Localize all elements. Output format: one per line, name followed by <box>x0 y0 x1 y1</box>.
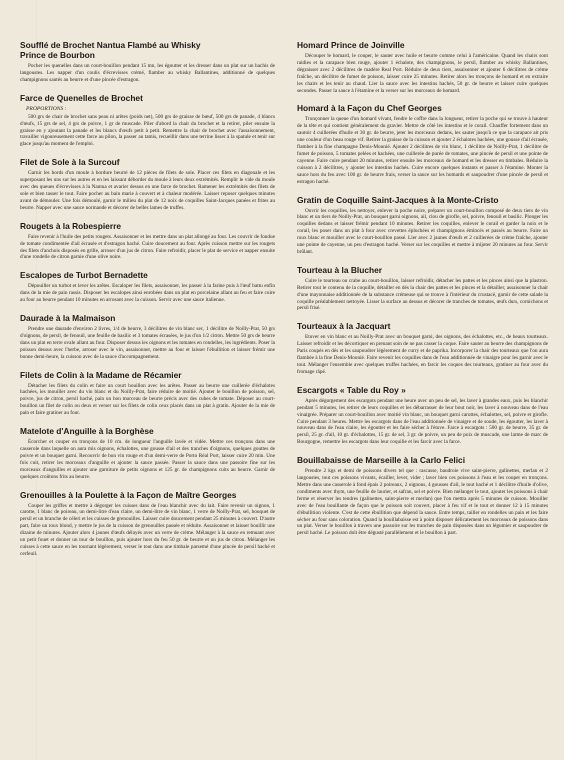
recipe-title: Gratin de Coquille Saint-Jacques à la Monte-Cristo <box>297 194 499 205</box>
recipe-subheading: PROPORTIONS : <box>26 105 67 112</box>
recipe-gratin-coquilles <box>297 195 548 256</box>
recipe-title: Escargots « Table du Roy » <box>297 384 406 395</box>
recipe-homard-chef-georges <box>297 103 548 185</box>
recipe-escalopes-turbot <box>20 270 275 304</box>
recipe-escargots <box>297 385 548 446</box>
recipe-body: Cuire le tourteau ou crabe au court-bouillon, laisser refroidir, détacher les pattes et les pinces ainsi que la plastron. Retirer tout le contenu de la coquille, détailler en dés la chair des pattes et les pinces et la détailler, assaisonner la chair d'une mayonnaise additionnée de la substance crémeuse qui se trouve à l'intérieur du crustacé, garnir de cette salade la coquille préalablement nettoyée. Lisser la surface au dessus et décorer de tranches de tomates, œufs durs, cornichons et persil frisé. <box>297 277 548 312</box>
recipe-title: Grenouilles à la Poulette à la Façon de Maître Georges <box>20 489 237 500</box>
recipe-title: Tourteaux à la Jacquart <box>297 321 391 332</box>
recipe-body: Écorcher et couper en tronçons de 10 cm. de longueur l'anguille lavée et vidée. Mettre ces tronçons dans une casserole dans laquelle on aura mis oignons, échalottes, une gousse d'ail et des tranches d'oignons, quelques gouttes de poivre et un bouquet garni. Recouvrir de bon vin rouge et d'un demi-verre de Porto Réal Port, laisser cuire 20 min. Une fois cuit, retirer les morceaux d'anguille et ajouter la sauce passée. Passer la sauce dans une passoire fine sur les morceaux d'anguilles et ajouter une garniture de petits oignons et 125 gr. de champignons cuits au beurre. Garnir de quelques croûtons frits au beurre. <box>20 439 275 480</box>
recipe-body: Dépouiller un turbot et lever les arêtes. Escaloper les filets, assaisonner, les passer à la farine puis à l'œuf battu enfin dans de la mie de pain rassis. Disposer les escalopes ainsi enrobées dans un plat en porcelaine allant au feu et faire cuire au four au beurre pendant 10 minutes en arrosant avec la cuisson. Servir avec une sauce italienne. <box>20 283 275 304</box>
recipe-body: Après dégorgement des escargots pendant une heure avec un peu de sel, les laver à grandes eaux, puis les blanchir pendant 5 minutes, les retirer de leurs coquilles et les débarrasser de leur bout noir, les laver à nouveau dans de l'eau vinaigrée. Préparer un court-bouillon avec moitié vin blanc, un bouquet garni carottes, échalottes, sel, poivre et girofle. Cuire pendant 3 heures. Mettre les escargots dans de l'eau additionnée de vinaigre et de soude, les égoutter, les laver à nouveau dans de l'eau claire, les égoutter et les faire sécher à l'étuve. Farce à escargots : 500 gr. de beurre, 35 gr. de persil, 25 gr. d'ail, 10 gr. d'échalottes, 15 gr. de sel, 3 gr. de poivre, un peu de poix de muscade, une larme de marc de Bourgogne, remettre les escargots dans leur coquille et les farcir avec la farce. <box>297 397 548 446</box>
recipe-title: Bouillabaisse de Marseille à la Carlo Felici <box>297 455 466 466</box>
recipe-grenouilles <box>20 490 275 558</box>
recipe-title: Homard Prince de Joinville <box>297 40 405 50</box>
recipe-farce-quenelles <box>20 93 275 149</box>
recipe-title: Tourteau à la Blucher <box>297 264 383 275</box>
recipe-filets-colin <box>20 370 275 418</box>
recipe-title: Filet de Sole à la Surcouf <box>20 157 120 168</box>
recipe-tourteaux-jacquart <box>297 321 548 375</box>
recipe-title: Matelote d'Anguille à la Borghèse <box>20 426 154 437</box>
recipe-body: Couper les griffes et mettre à dégorger les cuisses dans de l'eau blanchir avec du lait. Faire revenir un oignon, 1 carotte, 1 blanc de poireau, un demi-litre d'eau claire, un demi-litre de vin blanc, 1 verre de Noilly-Prat, sel, bouquet de persil et un branche de céleri et les cuisses de grenouilles. Laisser cuire doucement pendant 25 minutes à couvert. D'autre part, faire un roux blond, y mettre le jus de la cuisson de grenouilles passée et réduite. Assaisonner et laisser bouillir une dizaine de minutes. Ajouter alors 4 jaunes d'œufs délayés avec un verre de crème. Mélanger à la sauce en remuant avec un petit fouet et donner un tour de bouillon, puis ajouter hors du feu 50 gr. de beurre et un jus de citron. Mélanger les cuisses à cette sauce en les tournant légèrement, verser le tout dans une timbale parsemé d'une pincée de persil haché et cerfeuil. <box>20 502 275 557</box>
recipe-bouillabaisse <box>297 455 548 537</box>
recipe-body: Découper le homard, le couper, le sauter avec huile et beurre comme celui à l'américaine. Quand les chairs sont raidies et la carapace bien rouge, ajouter 1 échalote, des champignons, le persil, flamber au whisky Ballantines, dégraisser avec 2 décilitres de madère Real Port. Réduire de deux tiers, assaisonner et ajouter 6 décilitres de crème fraîche, un décilitre de fumet de poisson, laisser cuire 25 minutes. Retirer alors les tronçons de homard et en extraire les chairs et les tenir au chaud. Lier la sauce avec les intestins hachés, 50 gr. de beurre et laisser cuire quelques secondes. Passer la sauce à l'étamine et la verser sur les morceaux de homard. <box>297 53 548 94</box>
recipe-title: Rougets à la Robespierre <box>20 220 121 231</box>
recipe-title-line2: Prince de Bourbon <box>20 50 95 60</box>
recipe-tourteau-blucher <box>297 265 548 313</box>
recipe-body: Faire revenir à l'huile des petits rougets. Assaisonner et les mettre dans un plat allongé au four. Les couvrir de fondue de tomate condimentée d'ail écrasée et d'estragon haché. Cuire doucement au four. Après cuisson mettre sur les rougets des filets d'anchois disposés en grille, arroser d'un jus de citron. Faire refroidir, placer le plat de service et napper ensuite d'une rondelle de citron garnie d'une olive noire. <box>20 233 275 261</box>
recipe-body: 500 grs de chair de brochet sans peau ni arêtes (poids net), 500 grs de graisse de bœuf, 500 grs de panade, 4 blancs d'œufs, 15 grs de sel, 4 grs de poivre, 1 gr de muscade. Piler d'abord la chair du brochet et la retirer, piler ensuite la graisse en y ajoutant la panade et les blancs d'œufs petit à petit. Remettre la chair de brochet avec l'assaisonnement, travailler vigoureusement cette farce au pilon, la passer au tamis, recueillir dans une terrine lisser à la spatule et tenir sur glace jusqu'au moment de l'emploi. <box>20 113 275 148</box>
recipe-title: Farce de Quenelles de Brochet <box>20 92 143 103</box>
recipe-title: Homard à la Façon du Chef Georges <box>297 103 442 114</box>
recipe-body: Pocher les quenelles dans un court-bouillon pendant 15 mn, les égoutter et les dresser dans un plat sur un hachis de langoustes. Les napper d'un coulis d'écrevisses crémé, flamber au whisky Ballantines, additionné de quelques champignons sautés au beurre et d'une pincée d'estragon. <box>20 63 275 83</box>
recipe-title: Filets de Colin à la Madame de Récamier <box>20 369 182 380</box>
recipe-filet-sole <box>20 157 275 211</box>
recipe-title: Daurade à la Malmaison <box>20 313 116 324</box>
recipe-homard-joinville <box>297 40 548 94</box>
recipe-body: Détacher les filets du colin et faire un court bouillon avec les arêtes. Passer au beurre une cuillerée d'échalotes hachées, les mouiller avec du vin blanc et du Noilly-Prat, faire réduire de moitié. Ajouter le bouillon de poisson, sel, poivre, jus de citron, persil haché, pain un bon morceau de beurre précis avec des cubes de tomate. Déposer au court-bouillon un filet de colin ou deux et verser sur les filets de colin ceux placés dans un plat à gratin. Ajouter de la mie de pain et faire gratiner au four. <box>20 382 275 417</box>
recipe-daurade <box>20 313 275 361</box>
recipe-body: Tronçonner la queue d'un homard vivant, fendre le coffre dans la longueur, retirer la poche qui se trouve à hauteur de la tête et qui contient généralement du gravier. Mettre de côté les intestins et le corail. Chauffer fortement dans un sautoir 4 cuillerées d'huile et 30 gr. de beurre, jeter les morceaux dedans, les sauter jusqu'à ce que la carapace ait pris une couleur d'un beau rouge vif. Retirer la graisse de la cuisson et ajouter 2 échalotes hachées, une gousse d'ail écrasée, flamber à la fine champagne Denis-Mounié. Ajouter 2 décilitres de vin blanc, 1 décilitre de Noilly-Prat, 1 décilitre de fumet de poisson, 5 tomates pelées et hachées, une cuillerée de purée de tomates, une pincée de persil et une pointe de cayenne. Faire cuire pendant 20 minutes, retirer ensuite les morceaux de homard et les dresser en timbales. Réduire la cuisson à 2 décilitres, y ajouter les intestins hachés. Cuire encore quelques instants et passer à l'étamine. Monter la sauce hors du feu avec 100 gr. de beurre frais, verser la sauce sur les homards et saupoudrer d'une pincée de persil et estragon haché. <box>297 116 548 185</box>
recipe-rougets <box>20 221 275 262</box>
recipe-souffle-brochet <box>20 40 275 84</box>
recipe-body: Garnir les bords d'un moule à bordure beurré de 12 pièces de filets de sole. Placer ces filets en diagonale et les superposant les uns sur les autres et en les laissant déborder du moule à leurs deux extrémités. Remplir le vide du moule avec des queues d'écrevisses à la Nantua et avarier dessus en une farce de brochet. Ramener les extrémités des filets de sole et bien tasser le tout. Faire pocher au bain marie à couvert et à chaleur modérée. Laisser reposer quelques minutes avant de démouler. Une fois démoulé, garnir le milieu du plat de 12 noix de coquilles Saint-Jacques panées et frites au beurre. Napper avec une sauce normande et décorer de belles lames de truffes. <box>20 170 275 211</box>
recipe-title: Soufflé de Brochet Nantua Flambé au Whisky Prince de Bourbon <box>20 40 275 60</box>
recipe-matelote-anguille <box>20 426 275 480</box>
recipe-body: Ouvrir les coquilles, les nettoyer, enlever la poche noire, préparer un court-bouillon composé de deux tiers de vin blanc et un tiers de Noilly-Prat, un bouquet garni oignons, ail, clou de girofle, sel, poivre, fenouil et basilic. Plonger les coquilles dedans et laisser frémir pendant 10 minutes. Retirer les coquilles, enlever le corail et garder la noix et le corail, les poser dans un plat à four avec crevettes épluchées et champignons émincés et passés au beurre. Faire un roux blanc et mouiller avec le court-bouillon passé. Lier avec 2 jaunes d'œufs et 2 cuillerées de crème fraîche, ajouter une pointe de cayenne, un peu d'estragon haché. Verser sur les coquilles et mettre à mijoter 20 minutes au four. Servir brûlant. <box>297 207 548 255</box>
recipe-body: Etuver en vin blanc et au Noilly-Prat avec un bouquet garni, des oignons, des échalottes, etc., de beaux tourteaux. Laisser refroidir et les décortiquer en prenant soin de ne pas casser la coque. Faire sauter au beurre des champignons de Paris coupés en dés et les saupoudrer légèrement de curry et de paprika. Incorporer la chair des tourteaux que l'on aura flambée à la fine Denis-Mounié. Faire revenir les coquilles dans de l'eau additionnée de vinaigre pour les garnir avec le tout. Mélanger l'ensemble avec quelques truffes hachées, en farcir les coques des tourteaux, gratiner au four avec du fromage râpé. <box>297 334 548 375</box>
recipe-body: Prendre 2 kgs et demi de poissons divers tel que : rascasse, baudroie vive saint-pierre, galinettes, merlan et 2 langoustes, tout ces poissons vivants, écailler, lever, vider ; laver bien ces poissons à l'eau et les couper en tronçons. Mettre dans une casserole à fond épais 2 poireaux, 2 oignons, 4 gousses d'ail, le tout haché et 1 décilitre d'huile d'olive, condiments avec thym, une feuille de laurier, et safran, sel et poivre. Bien mélanger le tout, ajouter les poissons à chair ferme et réserver les tendres (galinettes, saint-pierre et merlan) que l'on mettra après 5 minutes de cuisson. Mouiller avec de l'eau bouillante de façon que le poisson soit couvert, placer à feu vif et le tout et donner 12 à 15 minutes d'ébullition violente. C'est de cette ébullition que dépend la sauce. Entre temps, tailler en rondelles un pain et les faire sécher au four sans coloration. Quand la bouillabaisse est à point disposer délicatement les morceaux de poissons dans un plat. Verser le bouillon à travers une passoire sur les tranches de pain disposées dans un légumier et saupoudrer de persil haché. Le poisson doit être dégusté parallèlement et le bouillon à part. <box>297 468 548 537</box>
recipe-title: Escalopes de Turbot Bernadette <box>20 270 148 281</box>
recipe-body: Prendre une daurade d'environ 2 livres, 1/4 de beurre, 3 décilitres de vin blanc sec, 1 décilitre de Noilly-Prat, 50 grs d'oignons, de persil, de fenouil, une feuille de basilic et 3 tomates écrasées, le jus d'un 1/2 citron. Mettre 50 grs de beurre dans un plat en terre ovale allant au four. Disposer dessus les oignons et les tomates en rondelles, les ingrédients. Poser la poisson dessus avec l'herbe, arroser avec le vin, assaisonner, mettre au four et laisser l'ébullition et laisser frémir une bonne demi-heure, la cuisson avec de la sauce d'accompagnement. <box>20 326 275 360</box>
right-column <box>297 40 548 740</box>
left-column <box>20 40 275 740</box>
